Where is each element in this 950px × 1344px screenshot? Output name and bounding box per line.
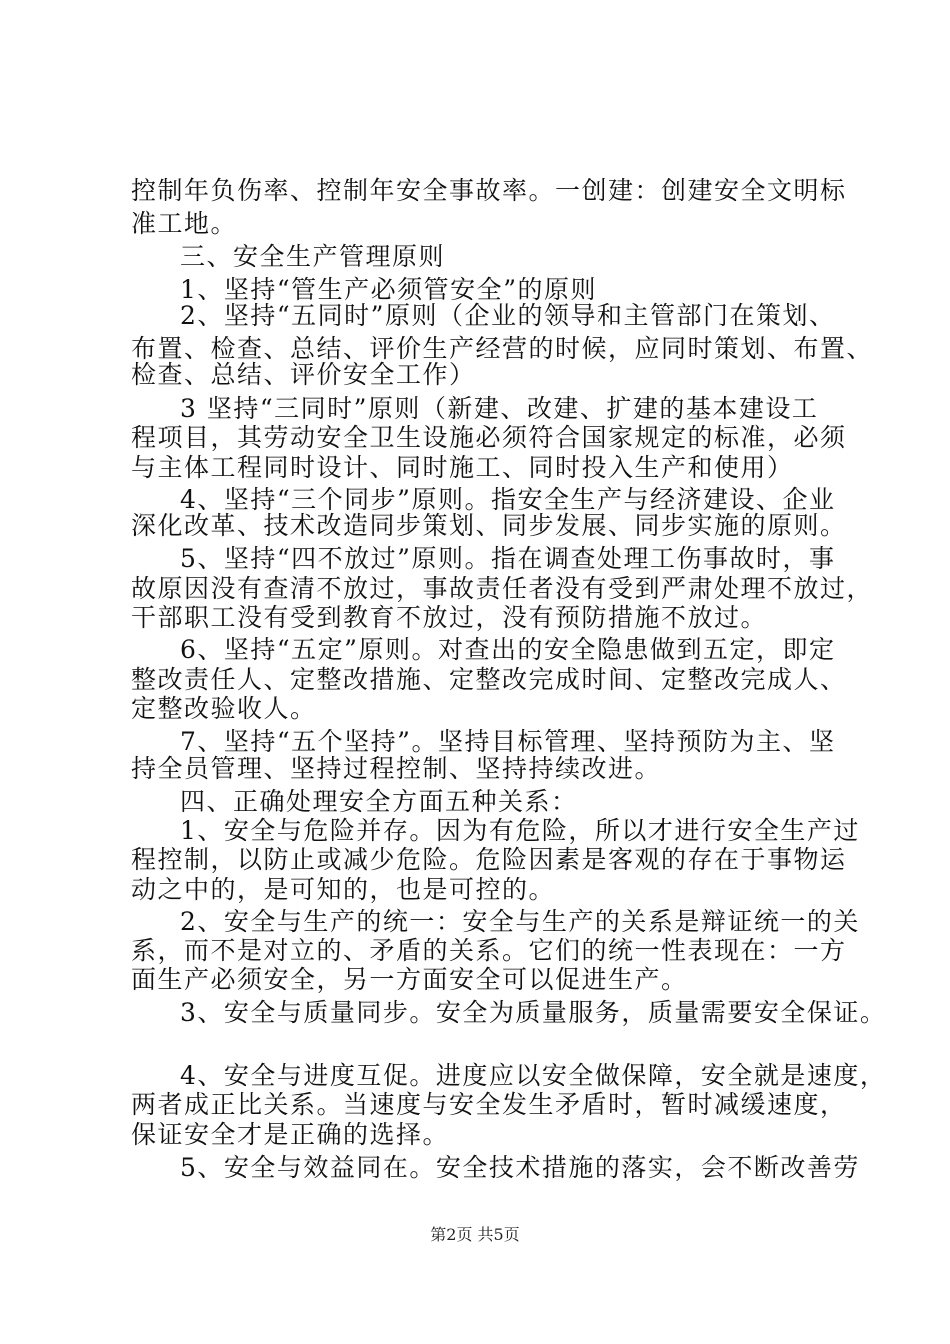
- text-line: 2、坚持“五同时”原则（企业的领导和主管部门在策划、: [180, 301, 836, 330]
- page-number-footer: 第2页 共5页: [430, 1225, 520, 1244]
- text-line: 保证安全才是正确的选择。: [131, 1120, 450, 1149]
- section-heading: 四、正确处理安全方面五种关系：: [180, 787, 578, 816]
- text-line: 4、安全与进度互促。进度应以安全做保障，安全就是速度，: [180, 1061, 887, 1090]
- text-line: 深化改革、技术改造同步策划、同步发展、同步实施的原则。: [131, 511, 847, 540]
- section-heading: 三、安全生产管理原则: [180, 242, 446, 271]
- text-line: 与主体工程同时设计、同时施工、同时投入生产和使用）: [131, 453, 794, 482]
- text-line: 程项目，其劳动安全卫生设施必须符合国家规定的标准，必须: [131, 423, 847, 452]
- text-line: 面生产必须安全，另一方面安全可以促进生产。: [131, 965, 688, 994]
- text-line: 1、安全与危险并存。因为有危险，所以才进行安全生产过: [180, 816, 860, 845]
- text-line: 1、坚持“管生产必须管安全”的原则: [180, 275, 597, 304]
- text-line: 定整改验收人。: [131, 694, 317, 723]
- text-line: 2、安全与生产的统一：安全与生产的关系是辩证统一的关: [180, 907, 860, 936]
- text-line: 程控制，以防止或减少危险。危险因素是客观的存在于事物运: [131, 845, 847, 874]
- text-line: 6、坚持“五定”原则。对查出的安全隐患做到五定，即定: [180, 635, 836, 664]
- text-line: 5、坚持“四不放过”原则。指在调查处理工伤事故时，事: [180, 544, 836, 573]
- text-line: 两者成正比关系。当速度与安全发生矛盾时，暂时减缓速度，: [131, 1090, 847, 1119]
- text-line: 控制年负伤率、控制年安全事故率。一创建：创建安全文明标: [131, 176, 847, 205]
- text-line: 7、坚持“五个坚持”。坚持目标管理、坚持预防为主、坚: [180, 727, 836, 756]
- text-line: 4、坚持“三个同步”原则。指安全生产与经济建设、企业: [180, 485, 836, 514]
- text-line: 动之中的，是可知的，也是可控的。: [131, 875, 556, 904]
- text-line: 5、安全与效益同在。安全技术措施的落实，会不断改善劳: [180, 1153, 860, 1182]
- text-line: 持全员管理、坚持过程控制、坚持持续改进。: [131, 754, 662, 783]
- text-line: 布置、检查、总结、评价生产经营的时候，应同时策划、布置、: [131, 334, 874, 363]
- text-line: 检查、总结、评价安全工作）: [131, 360, 476, 389]
- text-line: 准工地。: [131, 209, 238, 238]
- text-line: 整改责任人、定整改措施、定整改完成时间、定整改完成人、: [131, 665, 847, 694]
- text-line: 系，而不是对立的、矛盾的关系。它们的统一性表现在：一方: [131, 936, 847, 965]
- text-line: 干部职工没有受到教育不放过，没有预防措施不放过。: [131, 603, 768, 632]
- text-line: 故原因没有查清不放过，事故责任者没有受到严肃处理不放过，: [131, 574, 874, 603]
- text-line: 3 坚持“三同时”原则（新建、改建、扩建的基本建设工: [180, 394, 819, 423]
- text-line: 3、安全与质量同步。安全为质量服务，质量需要安全保证。: [180, 998, 887, 1027]
